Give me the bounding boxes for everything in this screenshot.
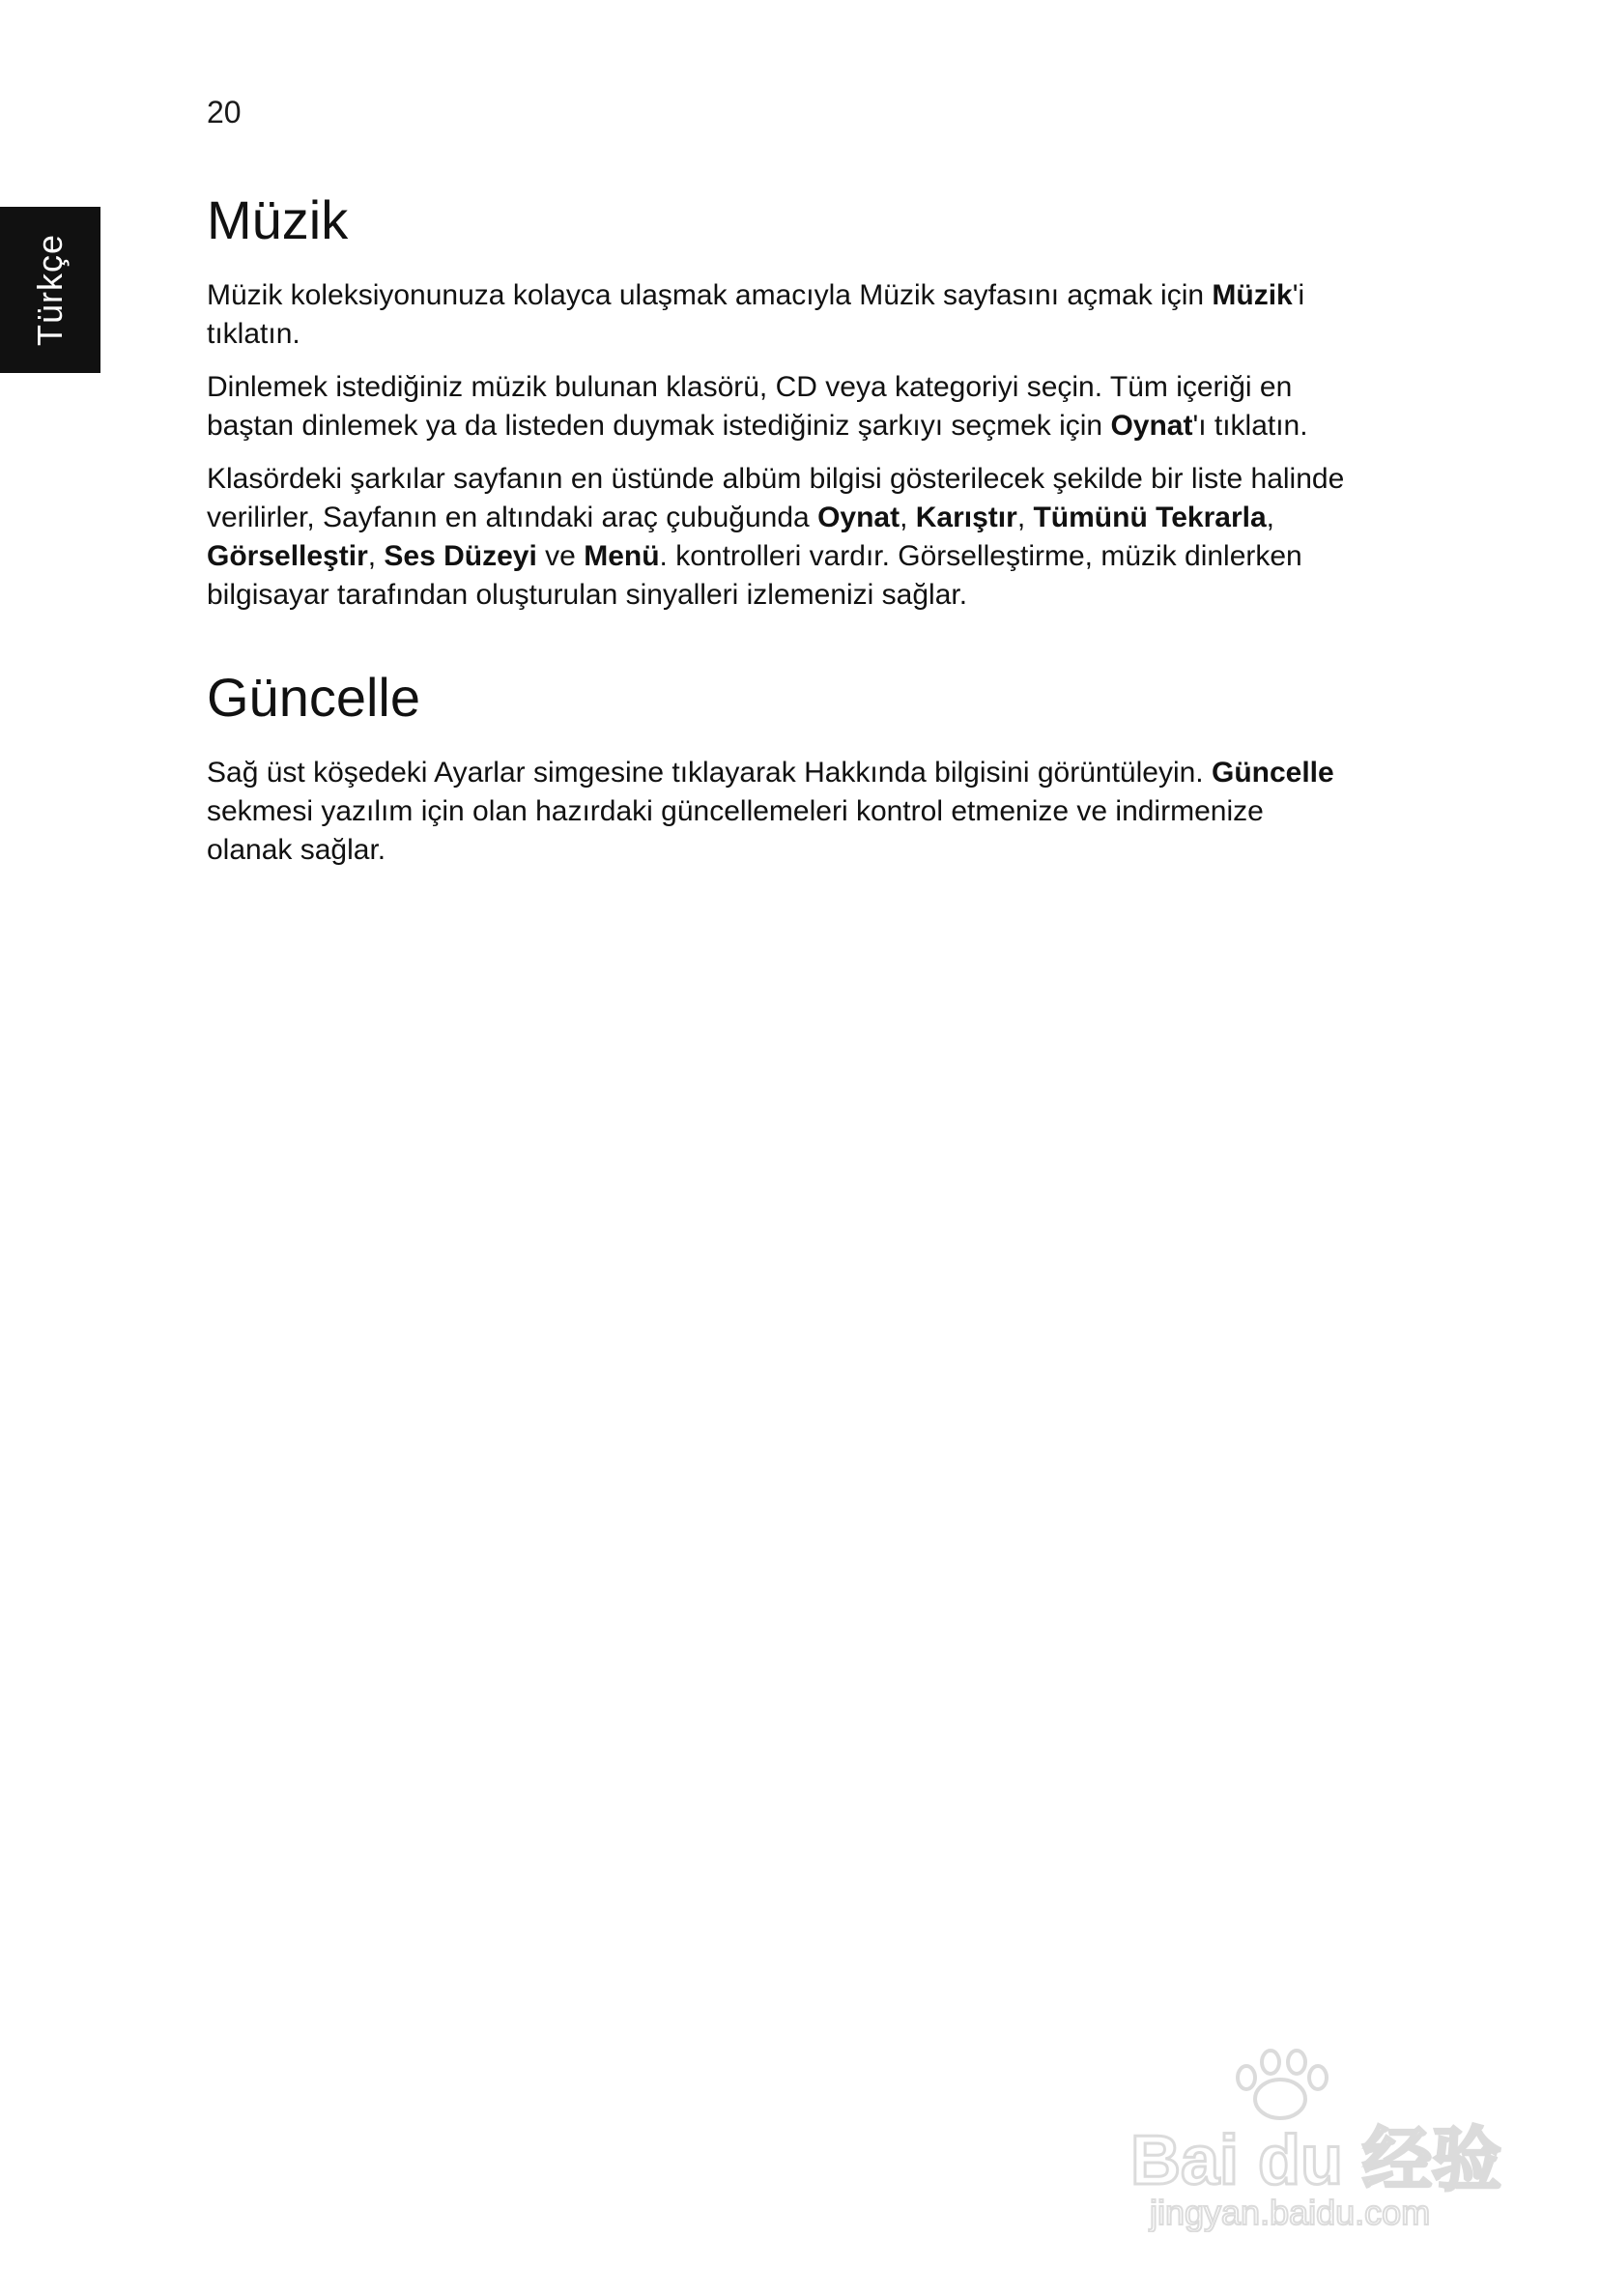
muzik-paragraph-1 [207,276,1347,354]
guncelle-paragraph-1 [207,754,1347,870]
bold-term: Oynat [817,502,900,533]
text-run: Klasördeki şarkılar sayfanın en üstünde albüm bilgisi gösterilecek şekilde bir liste halinde verilirler, Sayfanın en altındaki araç çubuğunda [207,463,1345,533]
document-content [207,184,1347,884]
text-run: 'i tıklatın. [207,279,1305,350]
bold-term: Karıştır [915,502,1017,533]
text-run: . kontrolleri vardır. Görselleştirme, müzik dinlerken bilgisayar tarafından oluşturulan sinyalleri izlemenizi sağlar. [207,540,1302,611]
text-run: , [1016,502,1034,533]
text-run: , [367,540,385,572]
baidu-jingyan-watermark [1111,2039,1517,2232]
language-side-tab-label: Türkçe [30,233,70,347]
language-side-tab [0,207,100,373]
bold-term: Müzik [1212,279,1293,311]
text-run: Dinlemek istediğiniz müzik bulunan klasörü, CD veya kategoriyi seçin. Tüm içeriği en baştan dinlemek ya da listeden duymak istediğiniz şarkıyı seçmek için [207,371,1293,442]
text-run: , [900,502,916,533]
bold-term: Görselleştir [207,540,368,572]
bold-term: Oynat [1110,410,1193,442]
paw-icon [1238,2051,1327,2118]
watermark-url: jingyan.baidu.com [1150,2193,1431,2232]
text-run: , [1266,502,1274,533]
section-heading-guncelle: Güncelle [207,667,421,728]
watermark-brand: Bai du 经验 [1130,2122,1502,2199]
muzik-paragraph-3 [207,460,1347,615]
text-run: Müzik koleksiyonunuza kolayca ulaşmak amacıyla Müzik sayfasını açmak için [207,279,1213,311]
muzik-paragraph-2 [207,368,1347,445]
text-run: ve [536,540,585,572]
section-heading-muzik: Müzik [207,189,349,250]
bold-term: Ses Düzeyi [384,540,537,572]
bold-term: Tümünü Tekrarla [1033,502,1267,533]
bold-term: Güncelle [1211,757,1334,789]
bold-term: Menü [584,540,660,572]
page-number: 20 [207,95,242,129]
text-run: 'ı tıklatın. [1192,410,1308,442]
text-run: sekmesi yazılım için olan hazırdaki güncellemeleri kontrol etmenize ve indirmenize olanak sağlar. [207,795,1264,866]
text-run: Sağ üst köşedeki Ayarlar simgesine tıklayarak Hakkında bilgisini görüntüleyin. [207,757,1212,789]
